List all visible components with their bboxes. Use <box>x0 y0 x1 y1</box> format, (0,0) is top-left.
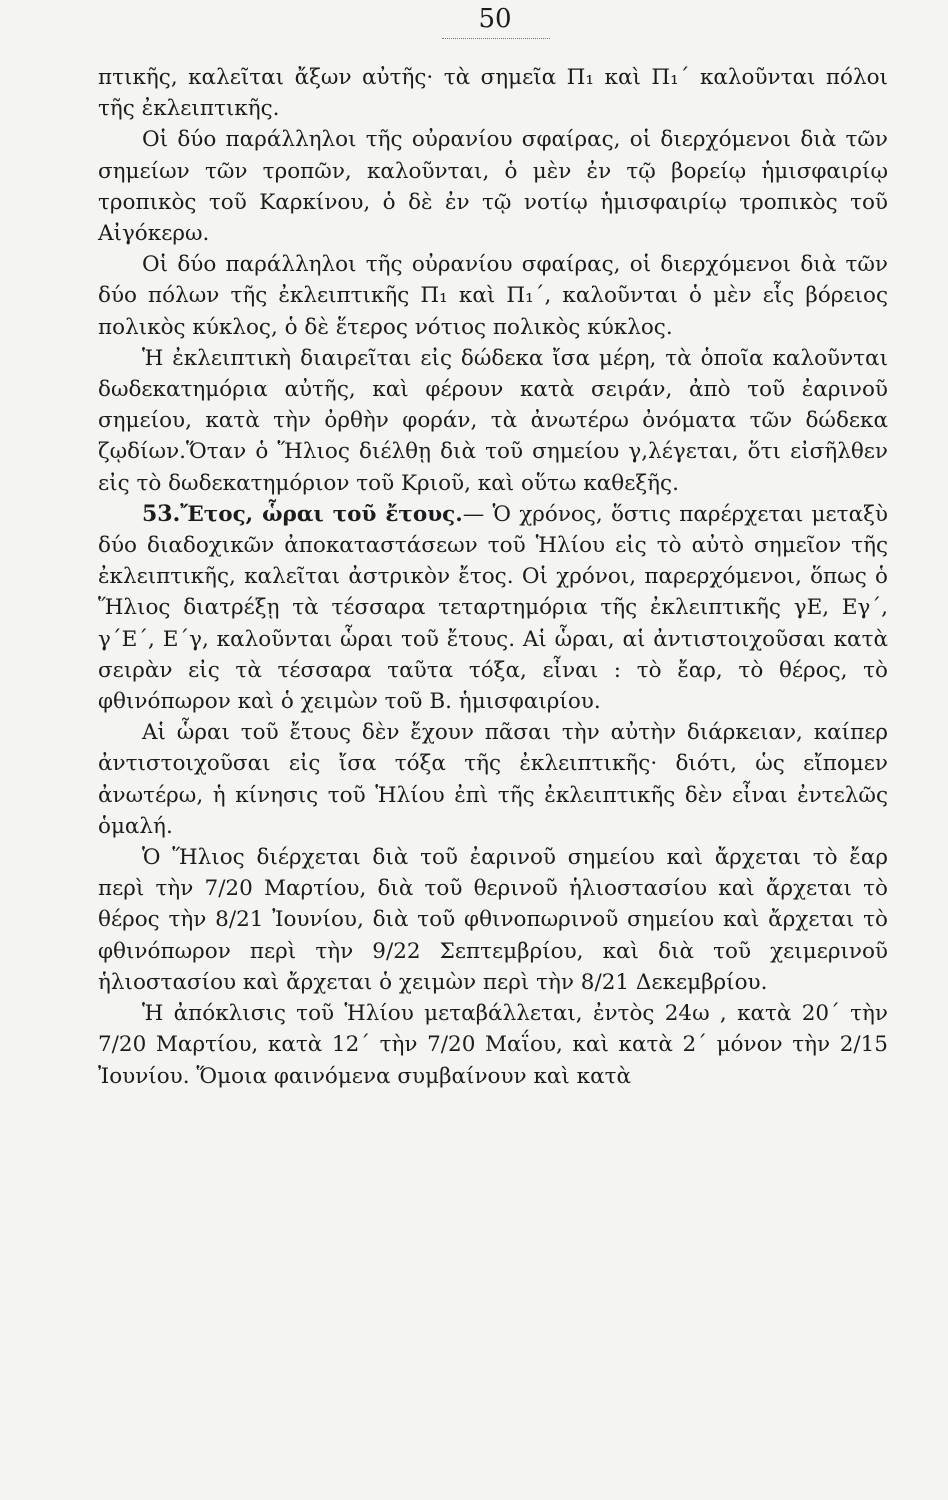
paragraph-8 <box>98 998 888 1092</box>
paragraph-text: Αἱ ὧραι τοῦ ἔτους δὲν ἔχουν πᾶσαι τὴν αὐτὴν διάρκειαν, καίπερ ἀντιστοιχοῦσαι εἰς ἴσα τόξα τῆς ἐκλειπτικῆς· διότι, ὡς εἴπομεν ἀνωτέρω, ἡ κίνησις τοῦ Ἡλίου ἐπὶ τῆς ἐκλειπτικῆς δὲν εἶναι ἐντελῶς ὁμαλή. <box>98 720 888 839</box>
paragraph-text: πτικῆς, καλεῖται ἄξων αὐτῆς· τὰ σημεῖα Π₁ καὶ Π₁΄ καλοῦνται πόλοι τῆς ἐκλειπτικῆς. <box>98 65 888 122</box>
paragraph-6 <box>98 717 888 842</box>
section-53-paragraph <box>98 499 888 717</box>
paragraph-text: Ἡ ἀπόκλισις τοῦ Ἡλίου μεταβάλλεται, ἐντὸς 24ω , κατὰ 20΄ τὴν 7/20 Μαρτίου, κατὰ 12΄ τὴν 7/20 Μαΐου, καὶ κατὰ 2΄ μόνον τὴν 2/15 Ἰουνίου. Ὅμοια φαινόμενα συμβαίνουν καὶ κατὰ <box>98 1001 888 1089</box>
paragraph-text: Οἱ δύο παράλληλοι τῆς οὐρανίου σφαίρας, οἱ διερχόμενοι διὰ τῶν σημείων τῶν τροπῶν, καλοῦνται, ὁ μὲν ἐν τῷ βορείῳ ἡμισφαιρίῳ τροπικὸς τοῦ Καρκίνου, ὁ δὲ ἐν τῷ νοτίῳ ἡμισφαιρίῳ τροπικὸς τοῦ Αἰγόκερω. <box>98 127 888 247</box>
paragraph-7 <box>98 842 888 998</box>
section-number: 53. <box>142 500 181 527</box>
paragraph-text: — Ὁ χρόνος, ὅστις παρέρχεται μεταξὺ δύο διαδοχικῶν ἀποκαταστάσεων τοῦ Ἡλίου εἰς τὸ αὐτὸ σημεῖον τῆς ἐκλειπτικῆς, καλεῖται ἀστρικὸν ἔτος. Οἱ χρόνοι, παρερχόμενοι, ὅπως ὁ Ἥλιος διατρέξῃ τὰ τέσσαρα τεταρτημόρια τῆς ἐκλειπτικῆς γΕ, Εγ΄, γ΄Ε΄, Ε΄γ, καλοῦνται ὧραι τοῦ ἔτους. Αἱ ὧραι, αἱ ἀντιστοιχοῦσαι κατὰ σειρὰν εἰς τὰ τέσσαρα ταῦτα τόξα, εἶναι : τὸ ἔαρ, τὸ θέρος, τὸ φθινόπωρον καὶ ὁ χειμὼν τοῦ Β. ἡμισφαιρίου. <box>98 501 888 715</box>
paragraph-1 <box>98 62 888 124</box>
paragraph-text: Ἡ ἐκλειπτικὴ διαιρεῖται εἰς δώδεκα ἴσα μέρη, τὰ ὁποῖα καλοῦνται δωδεκατημόρια αὐτῆς, καὶ φέρουν κατὰ σειράν, ἀπὸ τοῦ ἐαρινοῦ σημείου, κατὰ τὴν ὀρθὴν φοράν, τὰ ἀνωτέρω ὀνόματα τῶν δώδεκα ζῳδίων.Ὅταν ὁ Ἥλιος διέλθῃ διὰ τοῦ σημείου γ,λέγεται, ὅτι εἰσῆλθεν εἰς τὸ δωδεκατημόριον τοῦ Κριοῦ, καὶ οὕτω καθεξῆς. <box>98 345 888 496</box>
header-rule <box>442 38 550 39</box>
paragraph-3 <box>98 249 888 343</box>
section-title: Ἔτος, ὧραι τοῦ ἔτους. <box>180 501 463 527</box>
paragraph-text: Ὁ Ἥλιος διέρχεται διὰ τοῦ ἐαρινοῦ σημείου καὶ ἄρχεται τὸ ἔαρ περὶ τὴν 7/20 Μαρτίου, διὰ τοῦ θερινοῦ ἡλιοστασίου καὶ ἄρχεται τὸ θέρος τὴν 8/21 Ἰουνίου, διὰ τοῦ φθινοπωρινοῦ σημείου καὶ ἄρχεται τὸ φθινόπωρον περὶ τὴν 9/22 Σεπτεμβρίου, καὶ διὰ τοῦ χειμερινοῦ ἡλιοστασίου καὶ ἄρχεται ὁ χειμὼν περὶ τὴν 8/21 Δεκεμβρίου. <box>98 845 888 995</box>
page-number: 50 <box>478 4 512 34</box>
paragraph-text: Οἱ δύο παράλληλοι τῆς οὐρανίου σφαίρας, οἱ διερχόμενοι διὰ τῶν δύο πόλων τῆς ἐκλειπτικῆς Π₁ καὶ Π₁΄, καλοῦνται ὁ μὲν εἷς βόρειος πολικὸς κύκλος, ὁ δὲ ἕτερος νότιος πολικὸς κύκλος. <box>98 252 888 340</box>
paragraph-2 <box>98 124 888 249</box>
body-text <box>98 62 888 1092</box>
paragraph-4 <box>98 343 888 499</box>
